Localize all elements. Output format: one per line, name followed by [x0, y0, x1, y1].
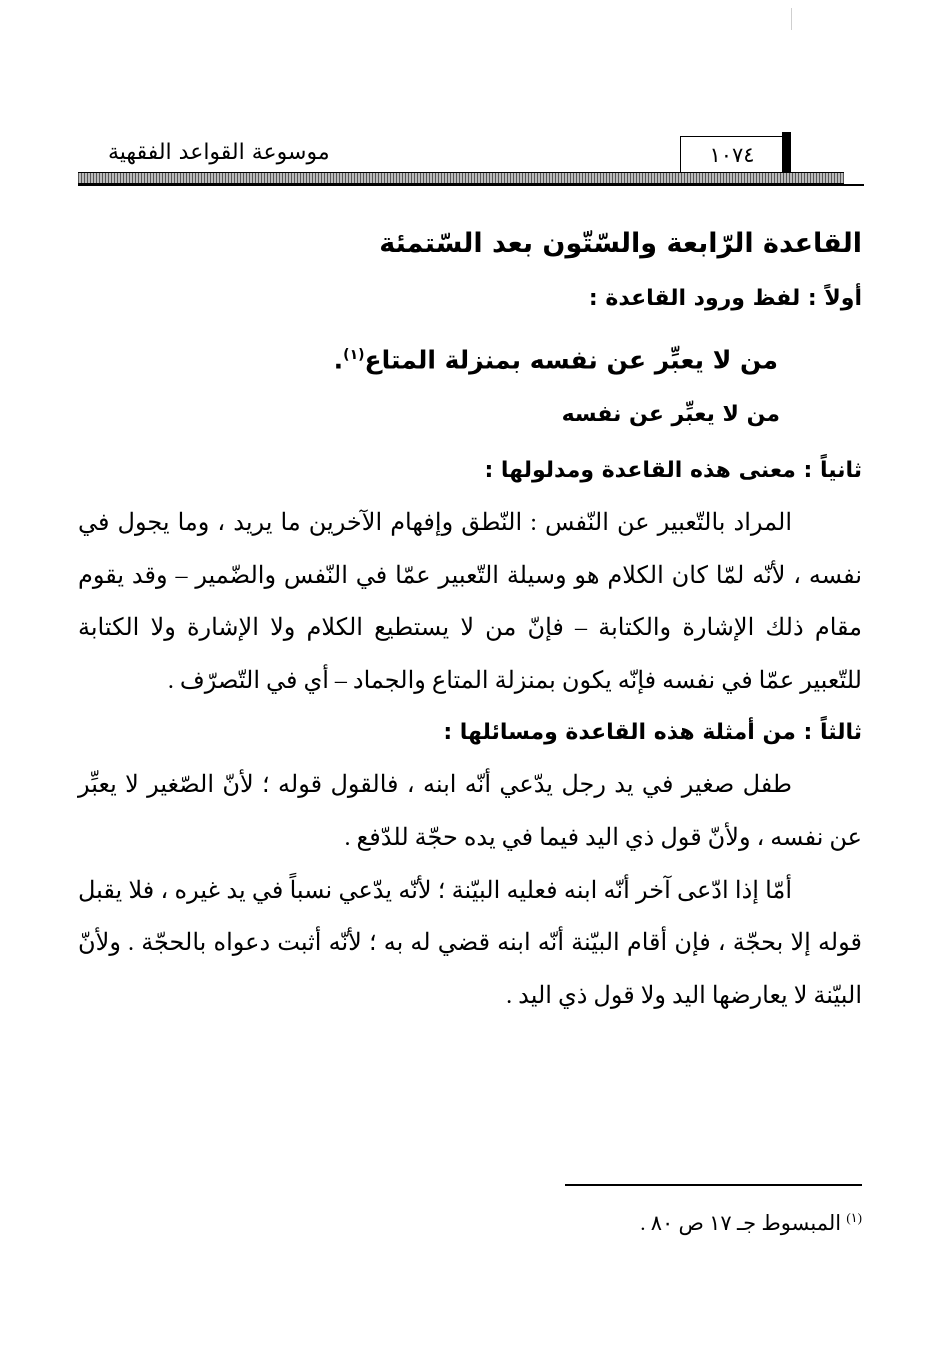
page-number: ١٠٧٤ [680, 136, 784, 173]
paragraph-meaning: المراد بالتّعبير عن النّفس : النّطق وإفهام الآخرين ما يريد ، وما يجول في نفسه ، لأنّه لمّا كان الكلام هو وسيلة التّعبير عمّا في النّفس والضّمير – وقد يقوم مقام ذلك الإشارة والكتابة – فإنّ من لا يستطيع الكلام ولا الإشارة ولا الكتابة للتّعبير عمّا في نفسه فإنّه يكون بمنزلة المتاع والجماد – أي في التّصرّف . [78, 510, 862, 694]
footnote-rule [565, 1184, 862, 1186]
scan-mark [791, 8, 792, 30]
section-heading-first: أولاً : لفظ ورود القاعدة : [588, 286, 862, 311]
footnote-number: (١) [846, 1210, 862, 1225]
section-heading-third: ثالثاً : من أمثلة هذه القاعدة ومسائلها : [443, 720, 862, 746]
rule-statement-text: من لا يعبِّر عن نفسه بمنزلة المتاع [364, 345, 778, 375]
header-rule [78, 172, 844, 184]
page-body [78, 215, 862, 1022]
page-header [78, 128, 864, 190]
rule-statement-end: . [333, 345, 344, 375]
rule-statement [78, 325, 862, 385]
rule-variant: من لا يعبِّر عن نفسه [561, 402, 780, 427]
rule-title: القاعدة الرّابعة والسّتّون بعد السّتمئة [379, 228, 862, 259]
footnote [78, 1198, 862, 1243]
section-heading-second: ثانياً : معنى هذه القاعدة ومدلولها : [484, 458, 862, 483]
footnote-ref: (١) [343, 347, 365, 363]
header-rule-line [78, 184, 864, 186]
book-title: موسوعة القواعد الفقهية [108, 140, 330, 165]
footnote-text: المبسوط جـ ١٧ ص ٨٠ . [640, 1211, 842, 1235]
paragraph-example-2: أمّا إذا ادّعى آخر أنّه ابنه فعليه البيّنة ؛ لأنّه يدّعي نسباً في يد غيره ، فلا يقبل قوله إلا بحجّة ، فإن أقام البيّنة أنّه ابنه قضي له به ؛ لأنّه أثبت دعواه بالحجّة . ولأنّ البيّنة لا يعارضها اليد ولا قول ذي اليد . [78, 877, 862, 1009]
paragraph-example-1: طفل صغير في يد رجل يدّعي أنّه ابنه ، فالقول قوله ؛ لأنّ الصّغير لا يعبِّر عن نفسه ، ولأنّ قول ذي اليد فيما في يده حجّة للدّفع . [78, 772, 862, 851]
